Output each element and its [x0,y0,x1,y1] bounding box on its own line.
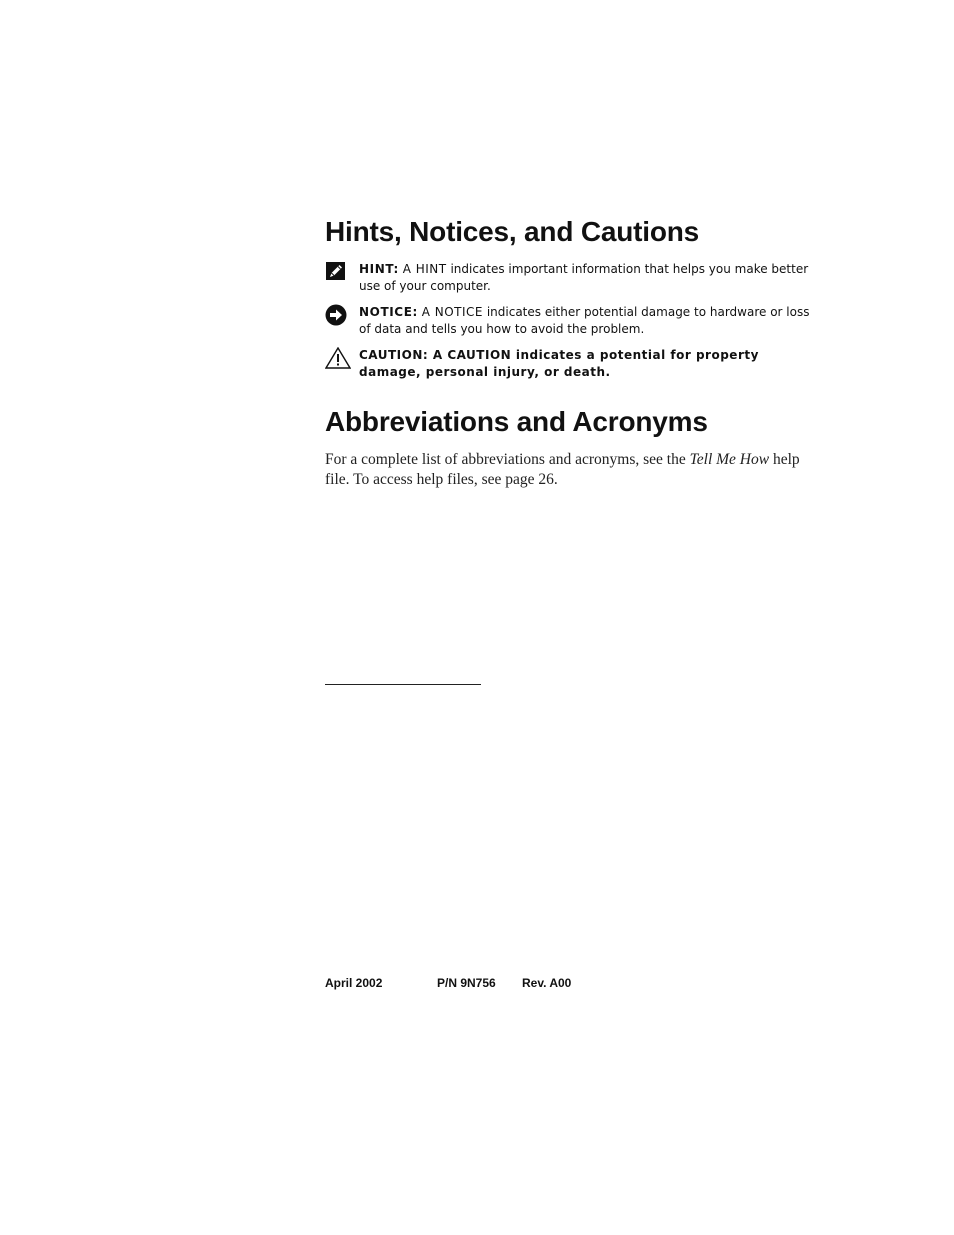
section-heading-hints: Hints, Notices, and Cautions [325,216,699,247]
notice-caps-word: A NOTICE [421,305,484,319]
section-heading-abbreviations: Abbreviations and Acronyms [325,406,708,437]
footer-date: April 2002 [325,976,383,990]
caution-caps-word: A CAUTION [432,348,512,362]
caution-note [325,347,815,381]
hint-text: indicates important information that helps you make better use of your computer. [359,262,809,293]
notice-label: NOTICE: [359,305,418,319]
footer-part-number: P/N 9N756 [437,976,496,990]
caution-triangle-icon [325,347,351,374]
hint-label: HINT: [359,262,399,276]
notice-note [325,304,815,338]
caution-label: CAUTION: [359,348,429,362]
caution-text: indicates a potential for property damage, personal injury, or death. [359,348,759,379]
hint-caps-word: A HINT [402,262,447,276]
abbr-text-before: For a complete list of abbreviations and acronyms, see the [325,451,690,468]
footnote-rule [325,684,481,685]
abbr-text-after: help file. To access help files, see page 26. [325,451,800,488]
pencil-icon [325,261,347,286]
footer-revision: Rev. A00 [522,976,572,990]
tell-me-how-reference: Tell Me How [689,451,770,468]
notice-text: indicates either potential damage to hardware or loss of data and tells you how to avoid the problem. [359,305,810,336]
hint-note [325,261,815,295]
abbreviations-paragraph [325,450,815,490]
notice-arrow-icon [325,304,349,331]
